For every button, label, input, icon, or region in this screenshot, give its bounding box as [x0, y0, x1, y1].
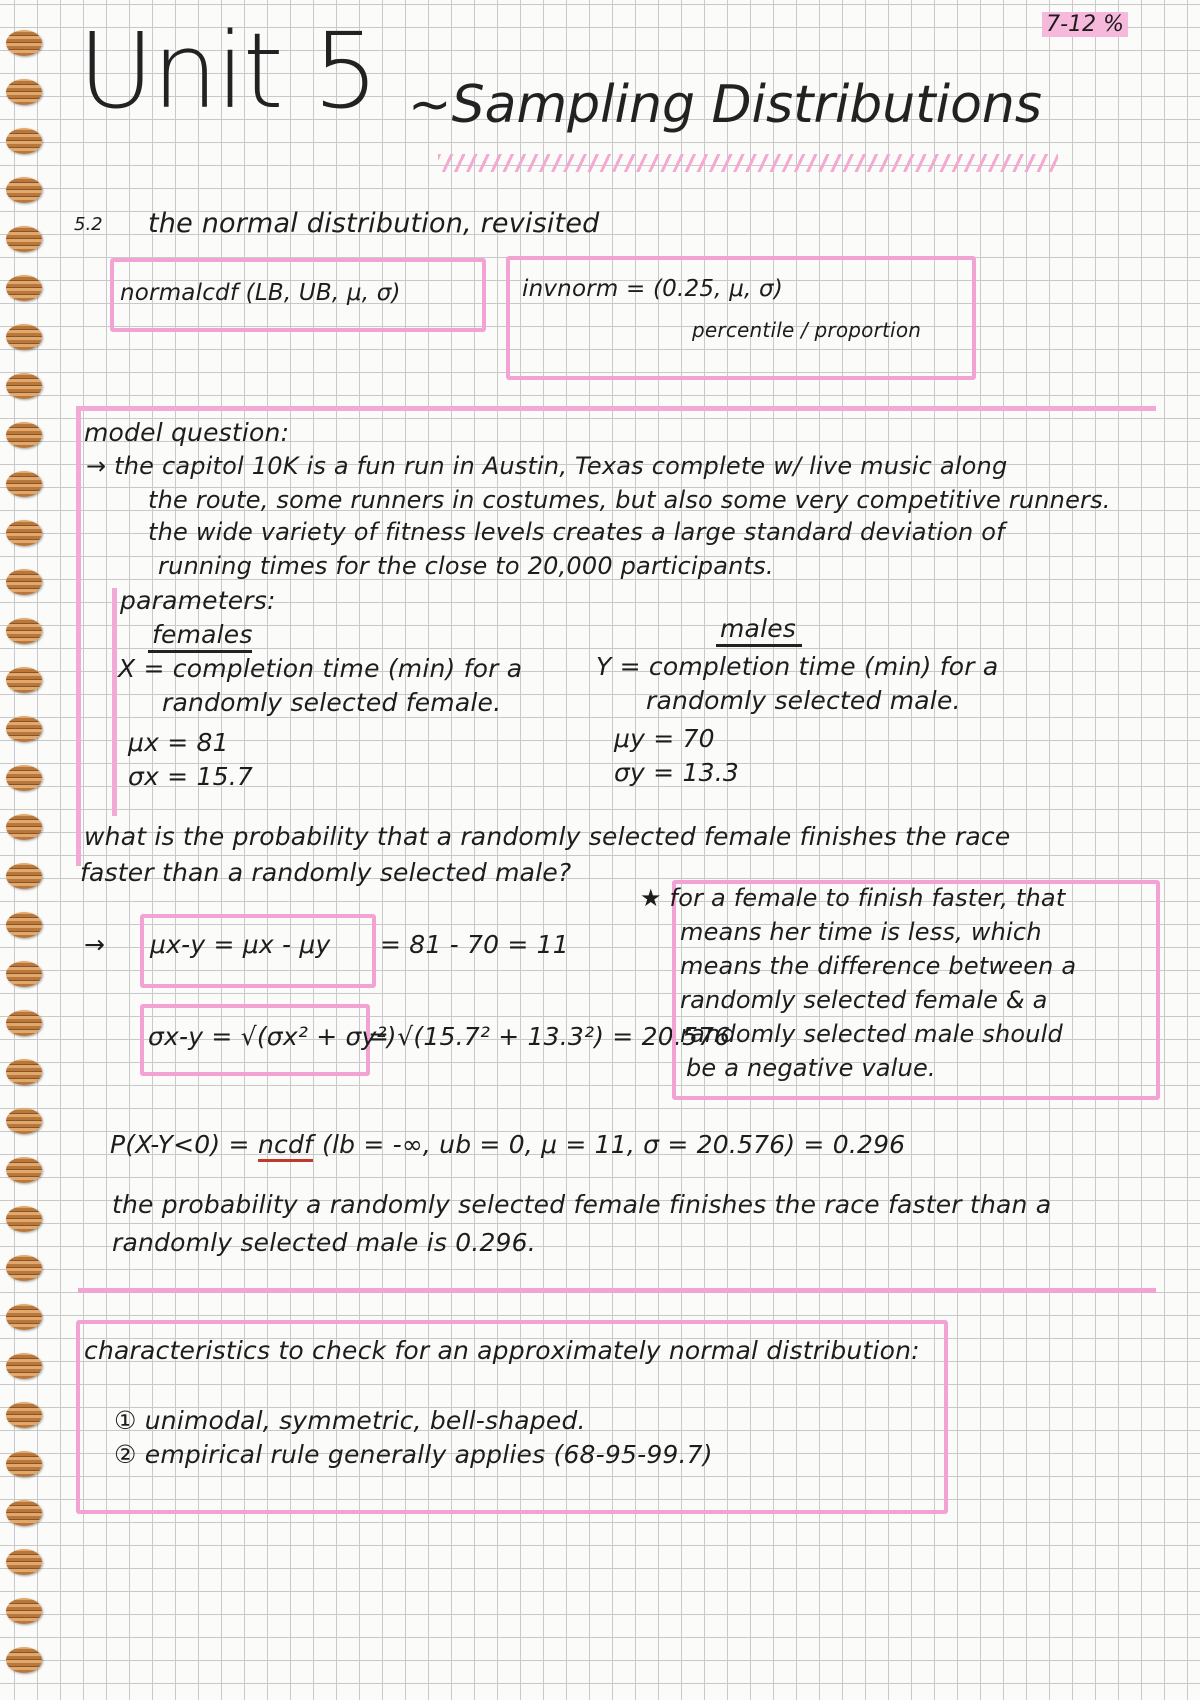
normalcdf-formula: normalcdf (LB, UB, μ, σ) [120, 280, 401, 306]
model-box-top [76, 406, 1156, 411]
page-title: Unit 5 [78, 10, 377, 132]
spiral-ring [6, 863, 42, 889]
spiral-ring [6, 1598, 42, 1624]
note-line-5: randomly selected male should [680, 1020, 1063, 1048]
spiral-ring [6, 765, 42, 791]
spiral-ring [6, 471, 42, 497]
probability-args: (lb = -∞, ub = 0, μ = 11, σ = 20.576) = 0.296 [322, 1130, 906, 1159]
spiral-ring [6, 128, 42, 154]
title-underline [438, 154, 1058, 172]
model-question-line-2: the route, some runners in costumes, but also some very competitive runners. [148, 486, 1111, 514]
spiral-ring [6, 275, 42, 301]
section-title: the normal distribution, revisited [148, 208, 600, 239]
note-line-4: randomly selected female & a [680, 986, 1048, 1014]
spiral-ring [6, 961, 42, 987]
spiral-ring [6, 324, 42, 350]
spiral-ring [6, 226, 42, 252]
spiral-ring [6, 1206, 42, 1232]
spiral-binding [0, 0, 52, 1700]
spiral-ring [6, 1549, 42, 1575]
question-line-1: what is the probability that a randomly selected female finishes the race [84, 822, 1011, 851]
model-box-bottom [78, 1288, 1156, 1293]
female-def-1: X = completion time (min) for a [118, 654, 523, 683]
note-line-1: ★ for a female to finish faster, that [640, 884, 1066, 912]
note-line-6: be a negative value. [686, 1054, 936, 1082]
model-question-line-3: the wide variety of fitness levels creates a large standard deviation of [148, 518, 1005, 546]
spiral-ring [6, 716, 42, 742]
question-line-2: faster than a randomly selected male? [80, 858, 572, 887]
male-sd: σy = 13.3 [614, 758, 739, 787]
date-label: 7-12 % [1042, 12, 1128, 37]
parameters-bracket [112, 588, 117, 816]
spiral-ring [6, 1304, 42, 1330]
spiral-ring [6, 912, 42, 938]
section-number: 5.2 [74, 214, 103, 235]
males-underline [716, 644, 802, 647]
spiral-ring [6, 422, 42, 448]
males-label: males [720, 614, 797, 643]
male-mean: μy = 70 [614, 724, 715, 753]
female-mean: μx = 81 [128, 728, 229, 757]
probability-label: P(X-Y<0) = [110, 1130, 250, 1159]
spiral-ring [6, 1647, 42, 1673]
male-def-1: Y = completion time (min) for a [596, 652, 999, 681]
model-question-line-1: → the capitol 10K is a fun run in Austin, Texas complete w/ live music along [86, 452, 1008, 480]
model-question-heading: model question: [84, 418, 290, 447]
characteristic-item-2: ② empirical rule generally applies (68-95-99.7) [114, 1440, 713, 1469]
spiral-ring [6, 618, 42, 644]
note-line-2: means her time is less, which [680, 918, 1042, 946]
conclusion-line-1: the probability a randomly selected female finishes the race faster than a [112, 1190, 1052, 1219]
spiral-ring [6, 177, 42, 203]
spiral-ring [6, 1108, 42, 1134]
spiral-ring [6, 569, 42, 595]
female-sd: σx = 15.7 [128, 762, 253, 791]
spiral-ring [6, 1402, 42, 1428]
page-subtitle: ~Sampling Distributions [408, 75, 1042, 135]
spiral-ring [6, 30, 42, 56]
female-def-2: randomly selected female. [162, 688, 502, 717]
note-line-3: means the difference between a [680, 952, 1077, 980]
spiral-ring [6, 1157, 42, 1183]
spiral-ring [6, 1500, 42, 1526]
parameters-label: parameters: [120, 586, 276, 615]
sd-diff-formula: σx-y = √(σx² + σy²) [148, 1022, 397, 1051]
spiral-ring [6, 1255, 42, 1281]
invnorm-formula: invnorm = (0.25, μ, σ) [522, 276, 783, 302]
spiral-ring [6, 1451, 42, 1477]
spiral-ring [6, 520, 42, 546]
male-def-2: randomly selected male. [646, 686, 961, 715]
spiral-ring [6, 1059, 42, 1085]
characteristics-heading: characteristics to check for an approximately normal distribution: [84, 1336, 920, 1365]
females-label: females [152, 620, 253, 649]
conclusion-line-2: randomly selected male is 0.296. [112, 1228, 536, 1257]
females-underline [148, 650, 252, 653]
mean-diff-result: = 81 - 70 = 11 [380, 930, 569, 959]
mean-diff-formula: μx-y = μx - μy [150, 930, 331, 959]
spiral-ring [6, 79, 42, 105]
mean-diff-arrow: → [84, 930, 106, 959]
model-question-line-4: running times for the close to 20,000 participants. [158, 552, 774, 580]
spiral-ring [6, 1010, 42, 1036]
spiral-ring [6, 667, 42, 693]
probability-function: ncdf [258, 1130, 313, 1162]
sd-diff-result: = √(15.7² + 13.3²) = 20.576 [368, 1022, 731, 1051]
invnorm-note: percentile / proportion [692, 318, 922, 342]
spiral-ring [6, 814, 42, 840]
spiral-ring [6, 373, 42, 399]
characteristic-item-1: ① unimodal, symmetric, bell-shaped. [114, 1406, 586, 1435]
model-box-left [76, 406, 81, 866]
spiral-ring [6, 1353, 42, 1379]
